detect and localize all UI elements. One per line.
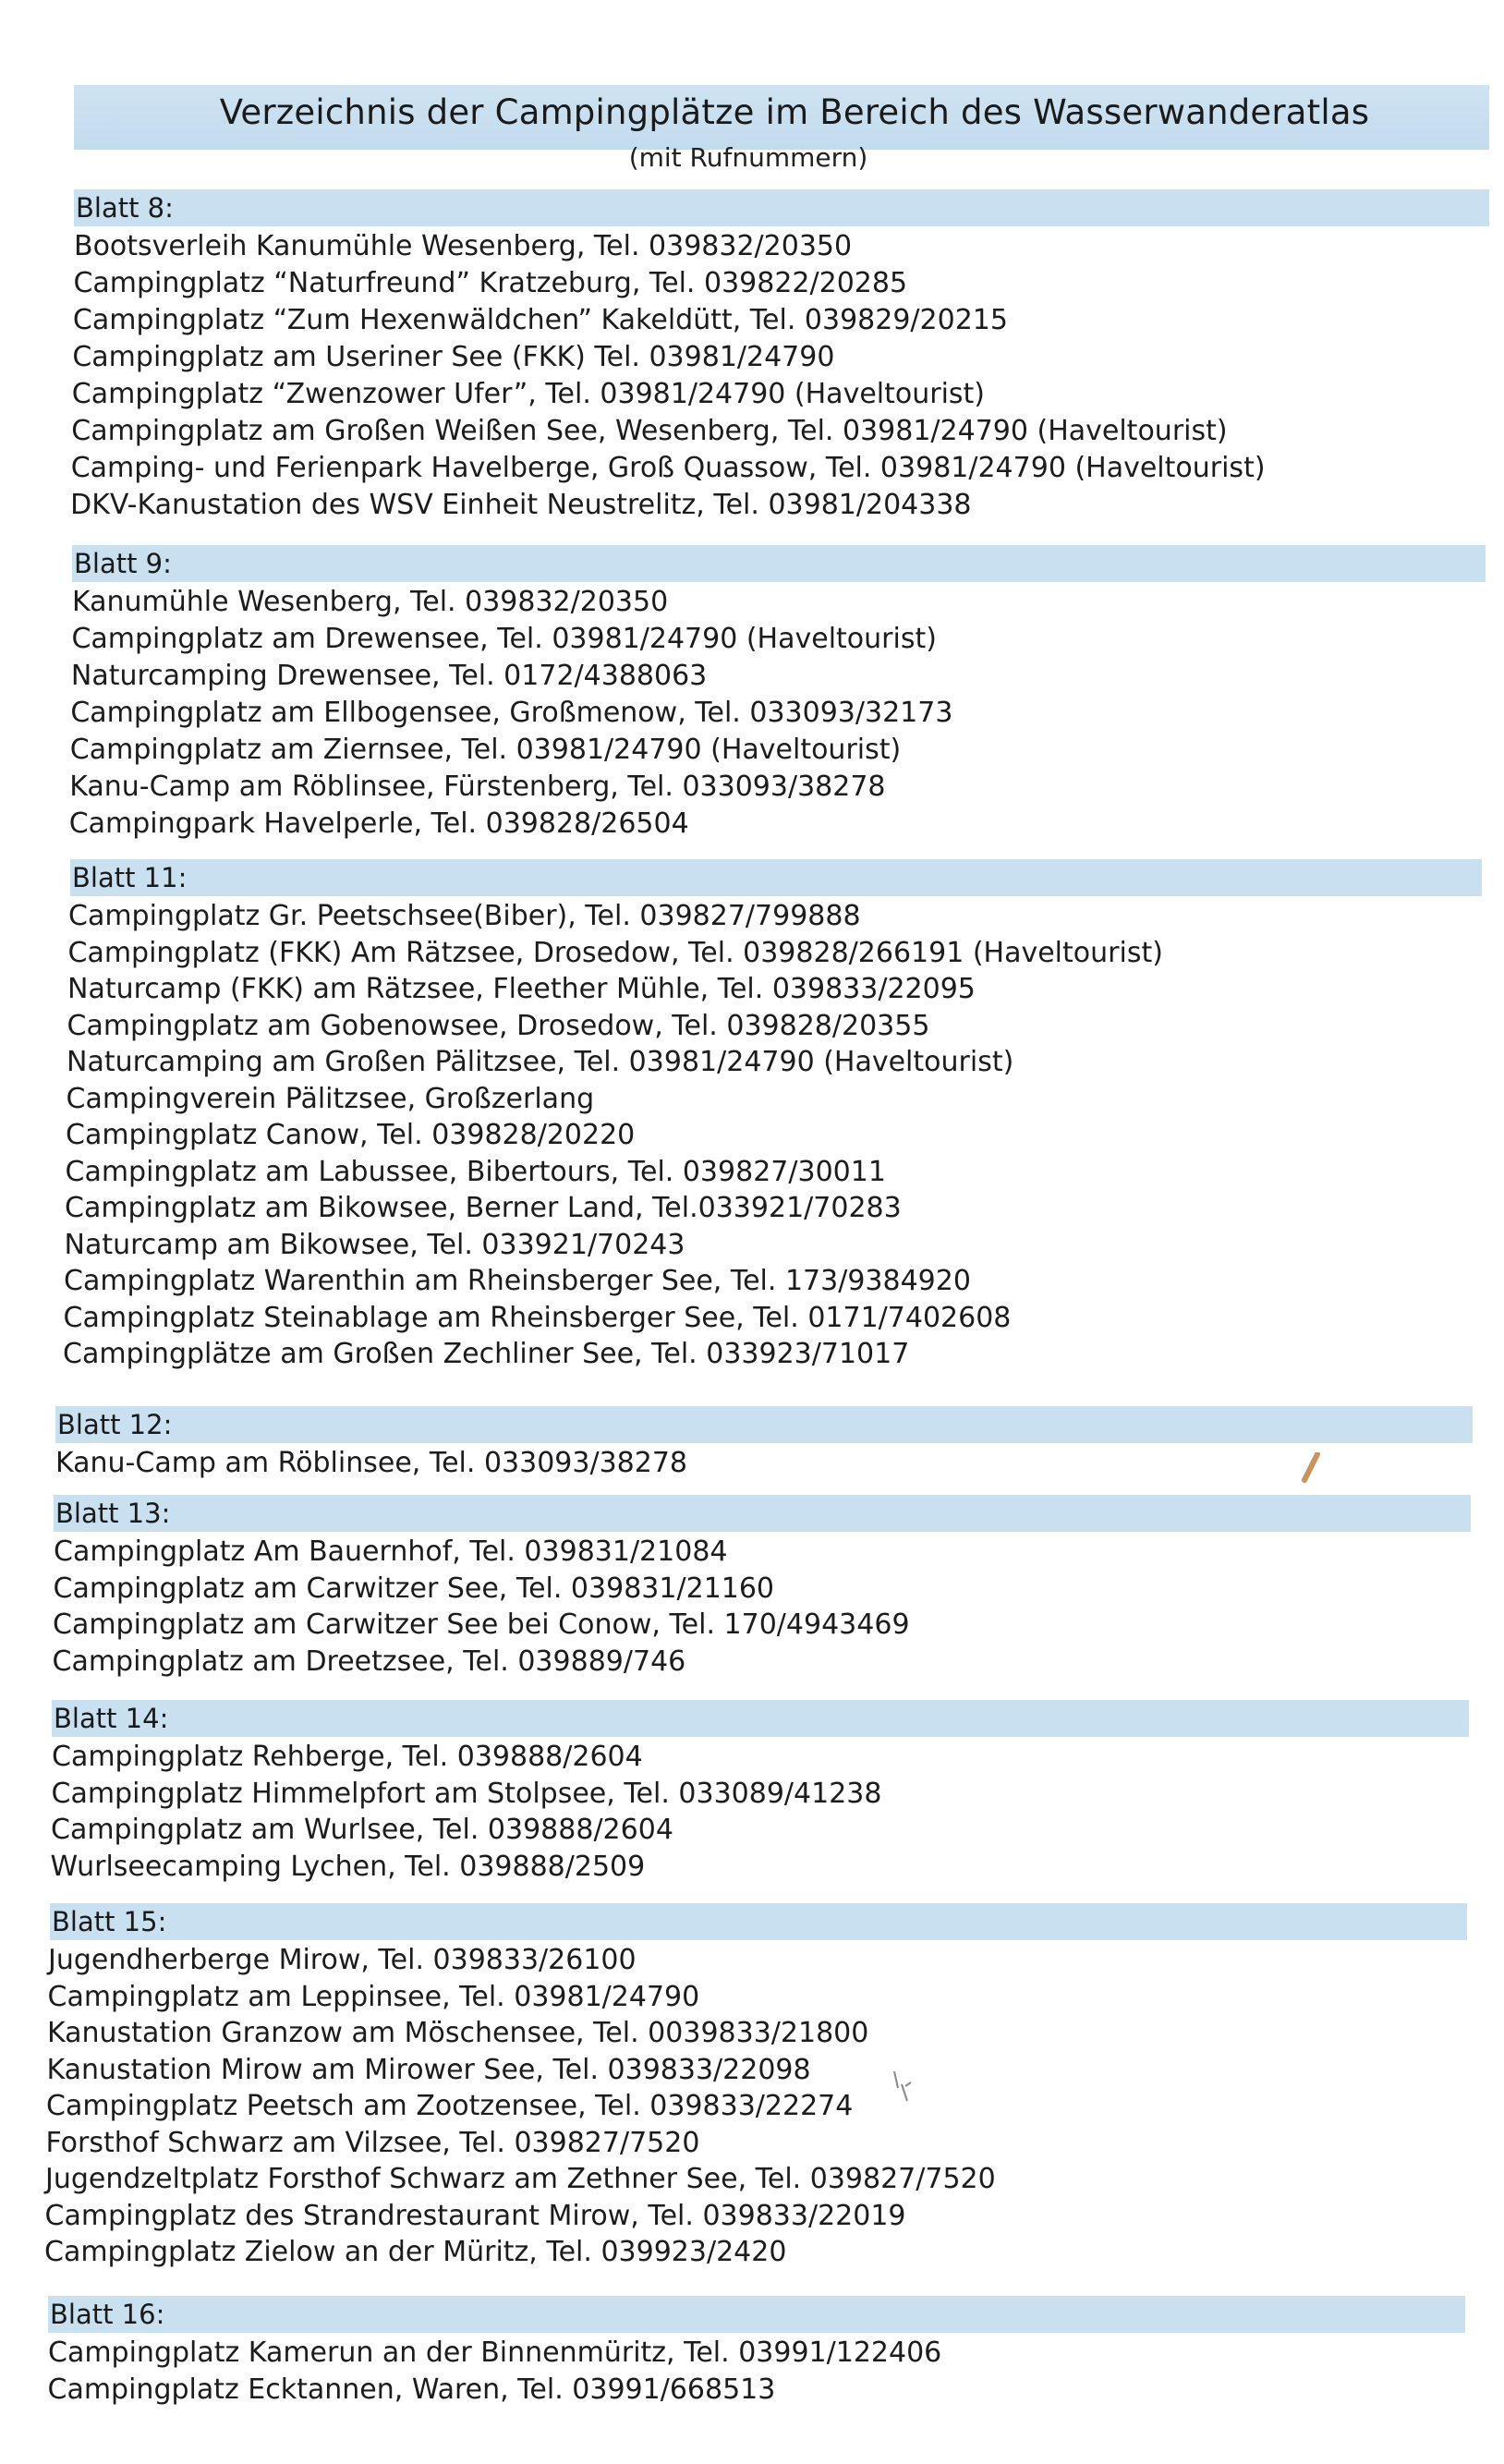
list-item: Naturcamp (FKK) am Rätzsee, Fleether Mühle, Tel. 039833/22095 xyxy=(67,973,976,1005)
list-item: Campingplatz am Drewensee, Tel. 03981/24790 (Haveltourist) xyxy=(71,623,937,655)
list-item: Bootsverleih Kanumühle Wesenberg, Tel. 039832/20350 xyxy=(74,230,853,262)
list-item: Campingplatz am Dreetzsee, Tel. 039889/746 xyxy=(52,1645,686,1678)
list-item: Campingplatz am Carwitzer See bei Conow, Tel. 170/4943469 xyxy=(53,1608,910,1641)
list-item: DKV-Kanustation des WSV Einheit Neustrelitz, Tel. 03981/204338 xyxy=(70,489,972,521)
list-item: Campingplatz am Carwitzer See, Tel. 039831/21160 xyxy=(53,1572,774,1605)
list-item: Campingplatz Gr. Peetschsee(Biber), Tel. 039827/799888 xyxy=(68,900,861,932)
list-item: Wurlseecamping Lychen, Tel. 039888/2509 xyxy=(50,1850,646,1883)
section-heading-band xyxy=(52,1700,1469,1737)
list-item: Campingplatz am Wurlsee, Tel. 039888/2604 xyxy=(51,1814,673,1846)
section-heading: Blatt 8: xyxy=(76,192,174,224)
list-item: Campingplatz (FKK) Am Rätzsee, Drosedow, Tel. 039828/266191 (Haveltourist) xyxy=(67,936,1163,969)
list-item: Campingplatz “Zwenzower Ufer”, Tel. 03981/24790 (Haveltourist) xyxy=(71,378,986,410)
list-item: Campingplatz am Useriner See (FKK) Tel. 03981/24790 xyxy=(72,341,835,373)
list-item: Campingplatz “Zum Hexenwäldchen” Kakeldütt, Tel. 039829/20215 xyxy=(72,304,1008,336)
list-item: Campingverein Pälitzsee, Großzerlang xyxy=(66,1082,595,1115)
list-item: Kanustation Mirow am Mirower See, Tel. 039833/22098 xyxy=(46,2053,811,2086)
list-item: Kanumühle Wesenberg, Tel. 039832/20350 xyxy=(72,586,669,618)
list-item: Campingplatz Peetsch am Zootzensee, Tel. 039833/22274 xyxy=(46,2090,854,2122)
list-item: Campingplatz “Naturfreund” Kratzeburg, Tel. 039822/20285 xyxy=(73,267,908,299)
list-item: Campingplatz Kamerun an der Binnenmüritz, Tel. 03991/122406 xyxy=(48,2337,942,2369)
list-item: Kanustation Granzow am Möschensee, Tel. 0039833/21800 xyxy=(47,2017,869,2049)
section-heading-band xyxy=(55,1406,1473,1443)
list-item: Kanu-Camp am Röblinsee, Tel. 033093/38278 xyxy=(55,1447,688,1479)
list-item: Campingplatz am Bikowsee, Berner Land, Tel.033921/70283 xyxy=(65,1192,902,1224)
list-item: Campingplatz am Ziernsee, Tel. 03981/24790 (Haveltourist) xyxy=(69,734,902,766)
section-heading: Blatt 9: xyxy=(74,548,172,579)
list-item: Campingplatz Himmelpfort am Stolpsee, Tel. 033089/41238 xyxy=(51,1777,882,1810)
section-heading-band xyxy=(72,545,1486,582)
list-item: Campingplatz am Gobenowsee, Drosedow, Tel. 039828/20355 xyxy=(67,1009,930,1042)
list-item: Campingplatz am Labussee, Bibertours, Tel. 039827/30011 xyxy=(65,1155,886,1188)
list-item: Naturcamping Drewensee, Tel. 0172/4388063 xyxy=(70,660,708,692)
list-item: Campingplatz Steinablage am Rheinsberger See, Tel. 0171/7402608 xyxy=(63,1301,1012,1334)
section-heading-band xyxy=(50,1903,1467,1940)
section-heading: Blatt 12: xyxy=(57,1409,173,1440)
section-heading-band xyxy=(70,859,1482,896)
list-item: Campingplatz Ecktannen, Waren, Tel. 03991/668513 xyxy=(47,2373,776,2406)
section-heading-band xyxy=(48,2296,1465,2333)
section-heading: Blatt 14: xyxy=(54,1703,169,1734)
list-item: Forsthof Schwarz am Vilzsee, Tel. 039827/7520 xyxy=(45,2126,700,2159)
list-item: Campingplatz Canow, Tel. 039828/20220 xyxy=(66,1119,636,1151)
section-heading: Blatt 11: xyxy=(72,862,188,893)
list-item: Campingplatz Zielow an der Müritz, Tel. 039923/2420 xyxy=(44,2236,787,2268)
section-heading-band xyxy=(54,1495,1471,1532)
list-item: Campingplatz Warenthin am Rheinsberger See, Tel. 173/9384920 xyxy=(64,1265,971,1297)
list-item: Campingplatz des Strandrestaurant Mirow, Tel. 039833/22019 xyxy=(44,2199,906,2232)
list-item: Campingplatz Rehberge, Tel. 039888/2604 xyxy=(52,1741,643,1773)
list-item: Campingpark Havelperle, Tel. 039828/26504 xyxy=(68,807,689,840)
page-subtitle: (mit Rufnummern) xyxy=(628,142,868,173)
list-item: Naturcamp am Bikowsee, Tel. 033921/70243 xyxy=(64,1228,685,1261)
section-heading-band xyxy=(74,189,1489,226)
list-item: Naturcamping am Großen Pälitzsee, Tel. 03981/24790 (Haveltourist) xyxy=(67,1046,1014,1078)
list-item: Campingplätze am Großen Zechliner See, Tel. 033923/71017 xyxy=(63,1338,910,1370)
section-heading: Blatt 16: xyxy=(50,2299,165,2330)
list-item: Kanu-Camp am Röblinsee, Fürstenberg, Tel. 033093/38278 xyxy=(69,771,886,803)
list-item: Campingplatz am Großen Weißen See, Wesenberg, Tel. 03981/24790 (Haveltourist) xyxy=(71,415,1228,447)
scan-mark xyxy=(1299,1452,1321,1484)
list-item: Campingplatz am Ellbogensee, Großmenow, Tel. 033093/32173 xyxy=(70,697,953,729)
section-heading: Blatt 15: xyxy=(52,1906,167,1937)
list-item: Jugendherberge Mirow, Tel. 039833/26100 xyxy=(48,1944,637,1976)
page-title: Verzeichnis der Campingplätze im Bereich des Wasserwanderatlas xyxy=(219,92,1370,132)
list-item: Camping- und Ferienpark Havelberge, Groß Quassow, Tel. 03981/24790 (Haveltourist) xyxy=(70,452,1266,484)
list-item: Jugendzeltplatz Forsthof Schwarz am Zethner See, Tel. 039827/7520 xyxy=(45,2163,996,2195)
list-item: Campingplatz Am Bauernhof, Tel. 039831/21084 xyxy=(54,1535,728,1568)
list-item: Campingplatz am Leppinsee, Tel. 03981/24790 xyxy=(47,1980,700,2013)
scan-mark xyxy=(889,2068,916,2105)
section-heading: Blatt 13: xyxy=(55,1498,171,1529)
